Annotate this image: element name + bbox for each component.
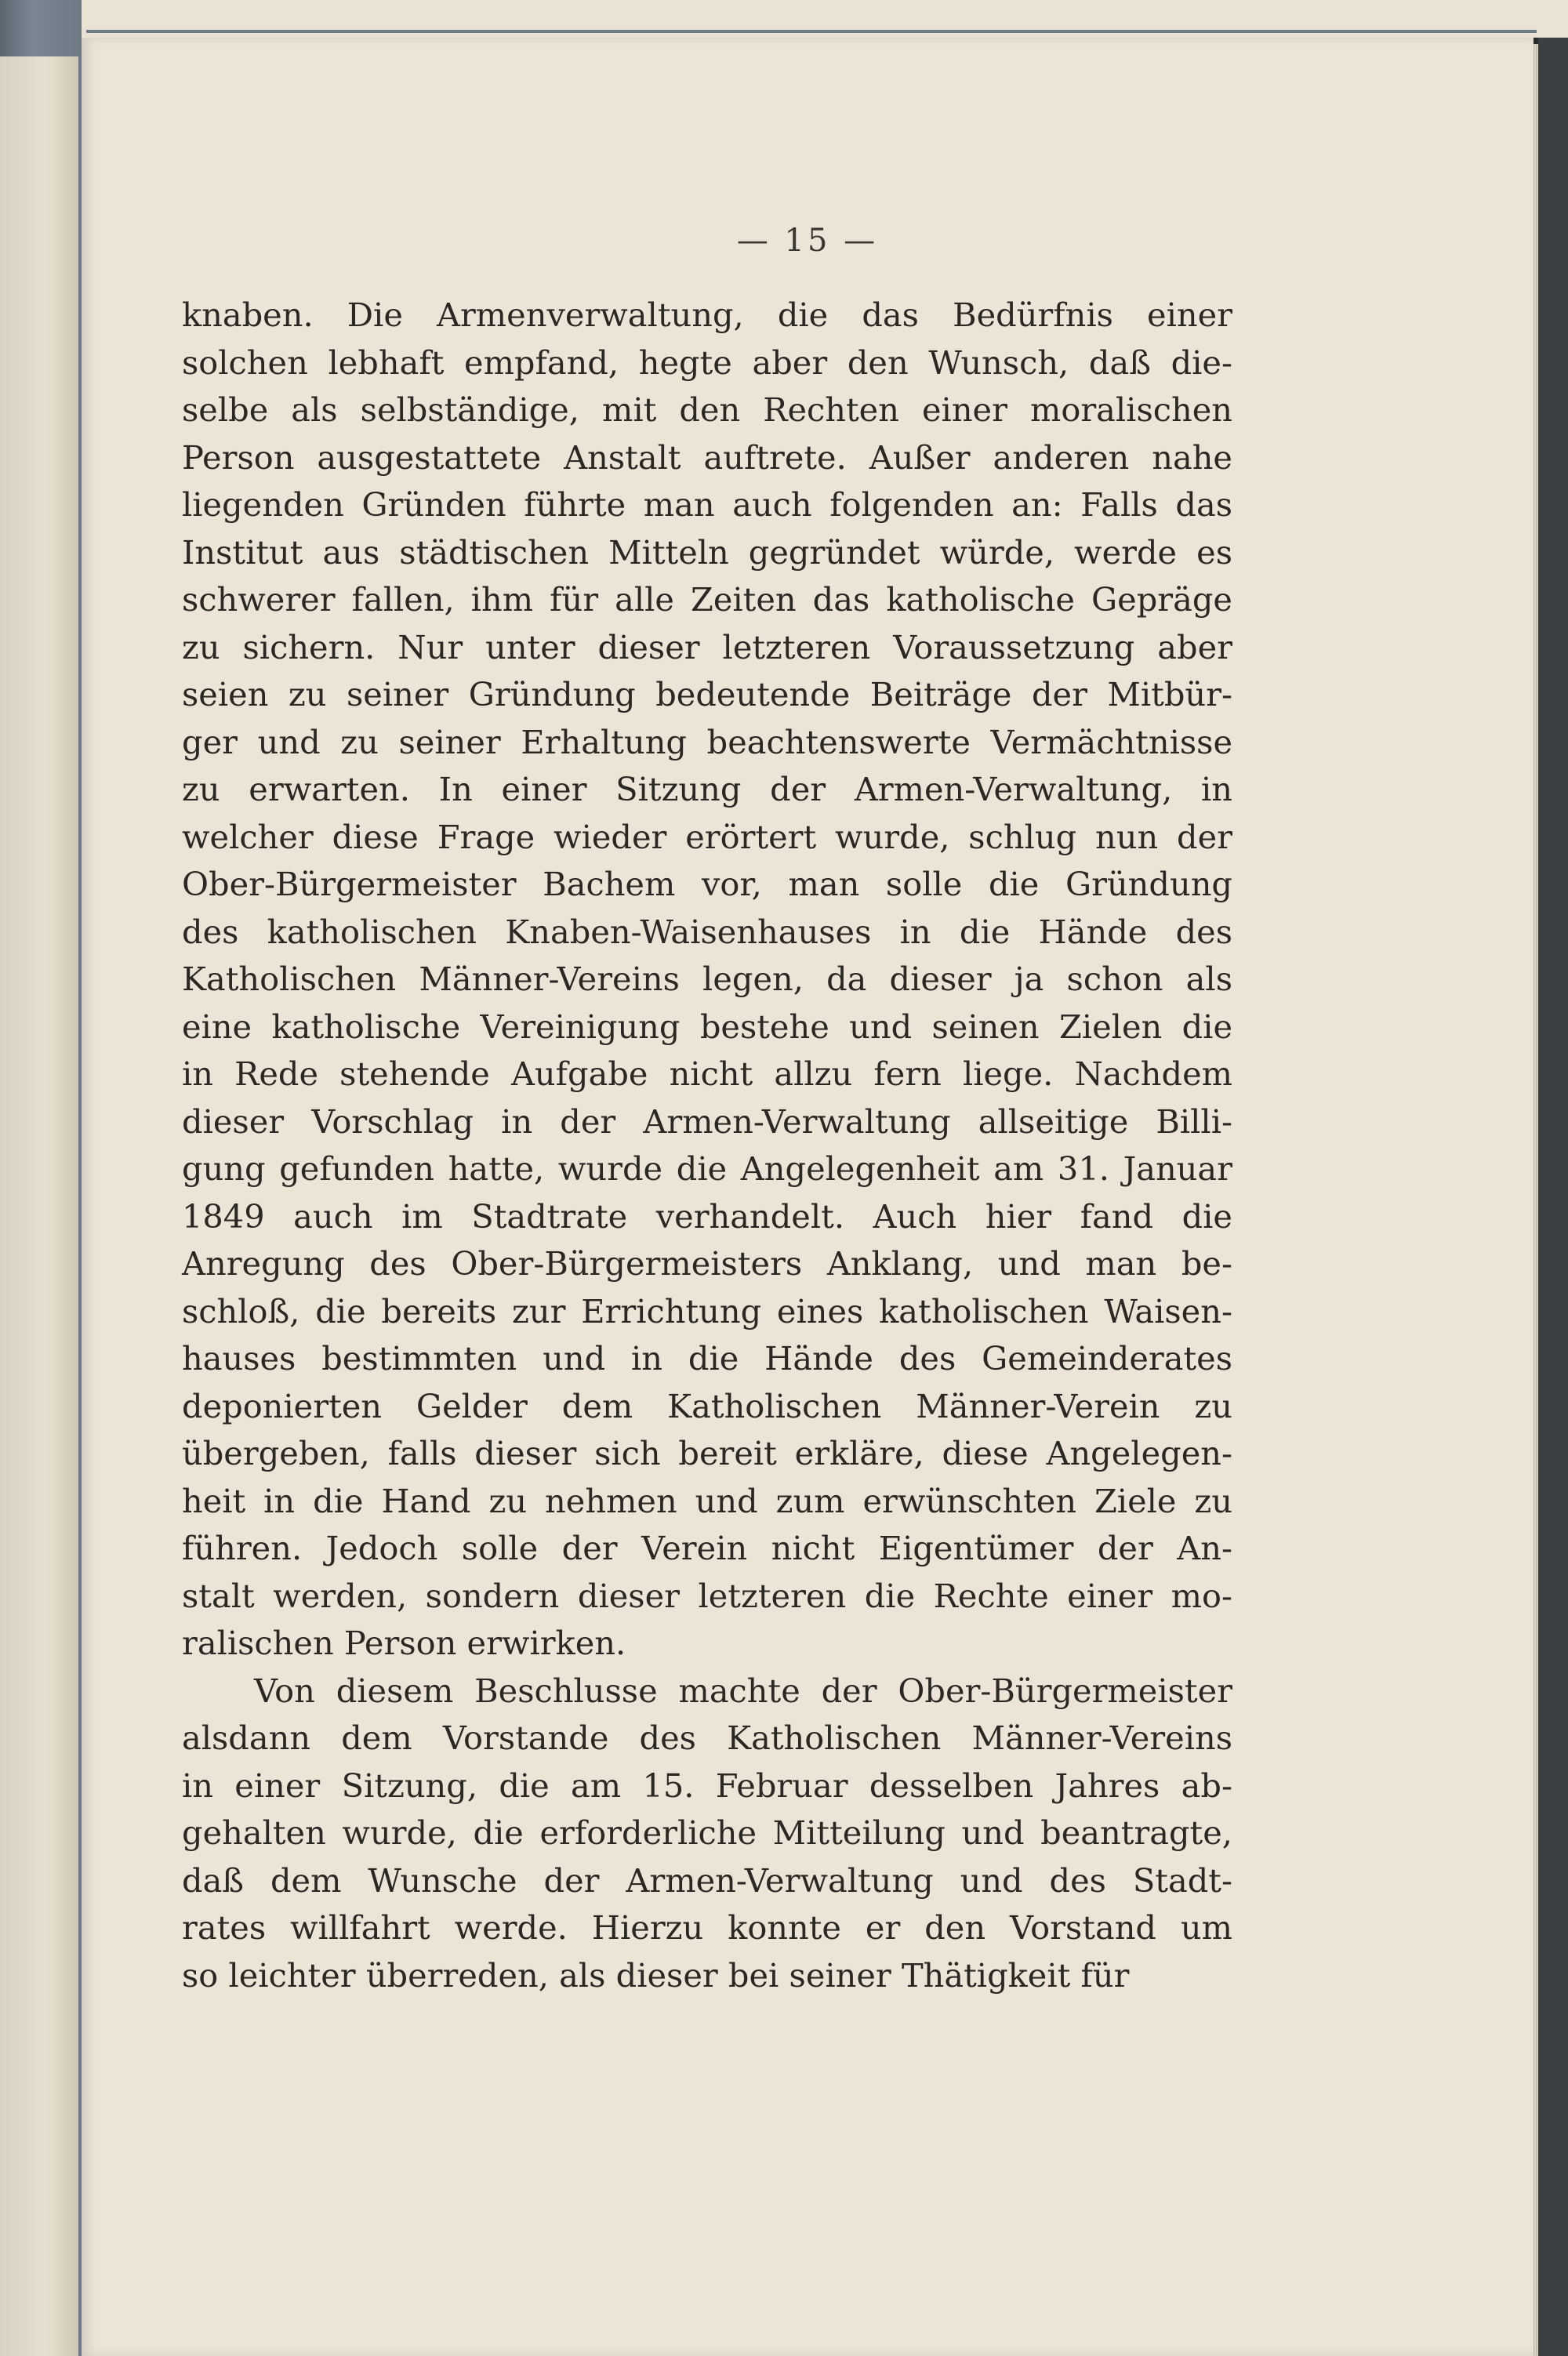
text-line: führen. Jedoch solle der Verein nicht Eigentümer der An-: [182, 1529, 1232, 1567]
text-line: gung gefunden hatte, wurde die Angelegenheit am 31. Januar: [182, 1149, 1232, 1188]
text-line: ger und zu seiner Erhaltung beachtenswerte Vermächtnisse: [182, 722, 1232, 761]
text-line: Ober-Bürgermeister Bachem vor, man solle die Gründung: [182, 865, 1232, 903]
text-line: alsdann dem Vorstande des Katholischen Männer-Vereins: [182, 1719, 1232, 1757]
background-right: [1538, 0, 1568, 2356]
previous-page-paper: [0, 56, 78, 2356]
text-line: rates willfahrt werde. Hierzu konnte er den Vorstand um: [182, 1908, 1232, 1947]
text-line: Katholischen Männer-Vereins legen, da dieser ja schon als: [182, 960, 1232, 998]
text-line: zu erwarten. In einer Sitzung der Armen-Verwaltung, in: [182, 770, 1232, 808]
text-line: deponierten Gelder dem Katholischen Männer-Verein zu: [182, 1386, 1232, 1425]
text-line: hauses bestimmten und in die Hände des Gemeinderates: [182, 1339, 1232, 1378]
paragraphs: [182, 292, 1232, 1999]
text-line: welcher diese Frage wieder erörtert wurde, schlug nun der: [182, 817, 1232, 856]
text-line: schloß, die bereits zur Errichtung eines katholischen Waisen-: [182, 1291, 1232, 1330]
text-line: liegenden Gründen führte man auch folgenden an: Falls das: [182, 485, 1232, 524]
text-line: Person ausgestattete Anstalt auftrete. Außer anderen nahe: [182, 437, 1232, 477]
text-line: gehalten wurde, die erforderliche Mitteilung und beantragte,: [182, 1813, 1232, 1852]
text-line: schwerer fallen, ihm für alle Zeiten das katholische Gepräge: [182, 580, 1232, 619]
text-line: 1849 auch im Stadtrate verhandelt. Auch hier fand die: [182, 1196, 1232, 1236]
text-line: Von diesem Beschlusse machte der Ober-Bürgermeister: [254, 1671, 1232, 1710]
text-line: knaben. Die Armenverwaltung, die das Bedürfnis einer: [182, 296, 1232, 334]
text-line: des katholischen Knaben-Waisenhauses in die Hände des: [182, 912, 1232, 951]
text-line: eine katholische Vereinigung bestehe und seinen Zielen die: [182, 1007, 1232, 1046]
text-line: solchen lebhaft empfand, hegte aber den Wunsch, daß die-: [182, 343, 1232, 382]
text-line: zu sichern. Nur unter dieser letzteren Voraussetzung aber: [182, 627, 1232, 666]
text-line: übergeben, falls dieser sich bereit erkläre, diese Angelegen-: [182, 1434, 1232, 1472]
page-top-edge: [86, 30, 1537, 33]
text-line: dieser Vorschlag in der Armen-Verwaltung allseitige Billi-: [182, 1102, 1232, 1141]
text-line: so leichter überreden, als dieser bei seiner Thätigkeit für: [182, 1955, 1130, 1995]
text-line: stalt werden, sondern dieser letzteren die Rechte einer mo-: [182, 1576, 1232, 1615]
text-line: Institut aus städtischen Mitteln gegründet würde, werde es: [182, 532, 1232, 572]
text-line: in einer Sitzung, die am 15. Februar desselben Jahres ab-: [182, 1766, 1232, 1805]
paragraph: [182, 292, 1232, 1668]
text-line: daß dem Wunsche der Armen-Verwaltung und des Stadt-: [182, 1860, 1232, 1900]
text-line: in Rede stehende Aufgabe nicht allzu fern liege. Nachdem: [182, 1055, 1232, 1093]
text-line: selbe als selbständige, mit den Rechten einer moralischen: [182, 390, 1232, 429]
text-line: seien zu seiner Gründung bedeutende Beiträge der Mitbür-: [182, 675, 1232, 713]
text-line: ralischen Person erwirken.: [182, 1624, 626, 1662]
page-number: — 15 —: [736, 223, 879, 259]
text-line: Anregung des Ober-Bürgermeisters Anklang, und man be-: [182, 1244, 1232, 1283]
text-line: heit in die Hand zu nehmen und zum erwünschten Ziele zu: [182, 1481, 1232, 1520]
paragraph: [182, 1668, 1232, 2000]
body-text: [182, 292, 1232, 1999]
